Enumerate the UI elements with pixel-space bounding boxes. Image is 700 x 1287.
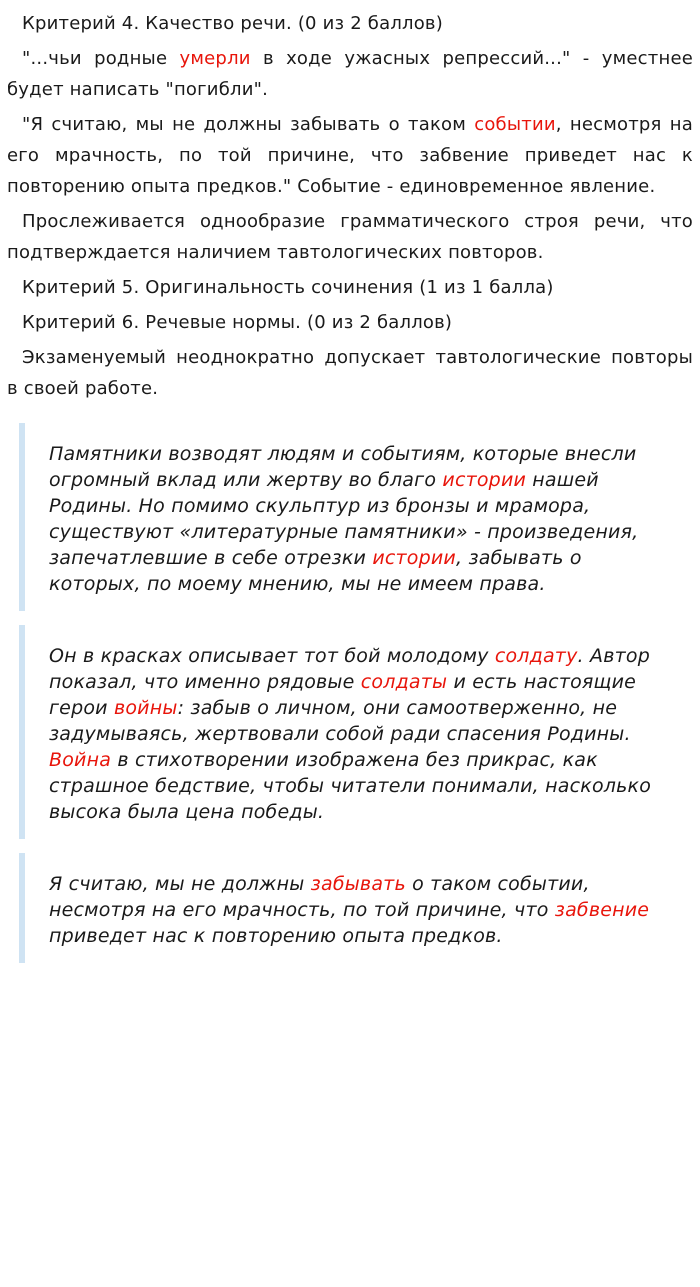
repeat-highlight: войны (113, 697, 178, 719)
repeat-highlight: забвение (554, 899, 650, 921)
criterion-4-heading: Критерий 4. Качество речи. (0 из 2 баллов) (22, 13, 443, 34)
quote-fragment: Я считаю, мы не должны (49, 873, 311, 895)
quote-fragment: Памятники возводят людям и событиям, которые внесли огромный вклад или жертву во благо (49, 443, 637, 491)
remark-text: , несмотря на его мрачность, по той причине, что забвение приведет нас к повторению опыта предков." Событие - единовременное явление. (7, 114, 694, 197)
remark-text: в ходе ужасных репрессий..." - уместнее будет написать "погибли". (7, 48, 693, 100)
criterion-5-heading: Критерий 5. Оригинальность сочинения (1 из 1 балла) (22, 277, 554, 298)
criterion-6-heading: Критерий 6. Речевые нормы. (0 из 2 баллов) (22, 312, 453, 333)
quote-fragment: приведет нас к повторению опыта предков. (49, 925, 503, 947)
quote-text (49, 871, 673, 949)
criterion-4-remark-3: Прослеживается однообразие грамматического строя речи, что подтверждается наличием тавтологических повторов. (7, 211, 693, 263)
blockquote-3 (19, 853, 693, 963)
quote-fragment: : забыв о личном, они самоотверженно, не задумываясь, жертвовали собой ради спасения Родины. (49, 697, 631, 745)
review-content (7, 8, 693, 963)
quote-fragment: и есть настоящие герои (49, 671, 637, 719)
criterion-6-remark-1: Экзаменуемый неоднократно допускает тавтологические повторы в своей работе. (7, 347, 693, 399)
repeat-highlight: солдаты (360, 671, 448, 693)
remark-text: "...чьи родные (22, 48, 180, 69)
quote-fragment: нашей Родины. Но помимо скульптур из бронзы и мрамора, существуют «литературные памятники» - произведения, запечатлевшие в себе отрезки (49, 469, 639, 569)
repeat-highlight: забывать (310, 873, 406, 895)
quote-fragment: в стихотворении изображена без прикрас, как страшное бедствие, чтобы читатели понимали, насколько высока была цена победы. (49, 749, 652, 823)
repeat-highlight: солдату (494, 645, 578, 667)
error-highlight: умерли (179, 48, 251, 69)
quote-fragment: , забывать о которых, по моему мнению, мы не имеем права. (49, 547, 582, 595)
quote-text (49, 643, 673, 825)
criterion-4-remark-1 (7, 43, 693, 105)
blockquote-2 (19, 625, 693, 839)
error-highlight: событии (474, 114, 556, 135)
quote-fragment: . Автор показал, что именно рядовые (49, 645, 650, 693)
blockquote-1 (19, 423, 693, 611)
repeat-highlight: истории (442, 469, 527, 491)
remark-text: "Я считаю, мы не должны забывать о таком (22, 114, 475, 135)
repeat-highlight: истории (372, 547, 456, 569)
criterion-4-remark-2 (7, 109, 693, 202)
quote-text (49, 441, 673, 597)
quote-fragment: о таком событии, несмотря на его мрачность, по той причине, что (49, 873, 590, 921)
repeat-highlight: Война (49, 749, 112, 771)
quote-fragment: Он в красках описывает тот бой молодому (49, 645, 495, 667)
